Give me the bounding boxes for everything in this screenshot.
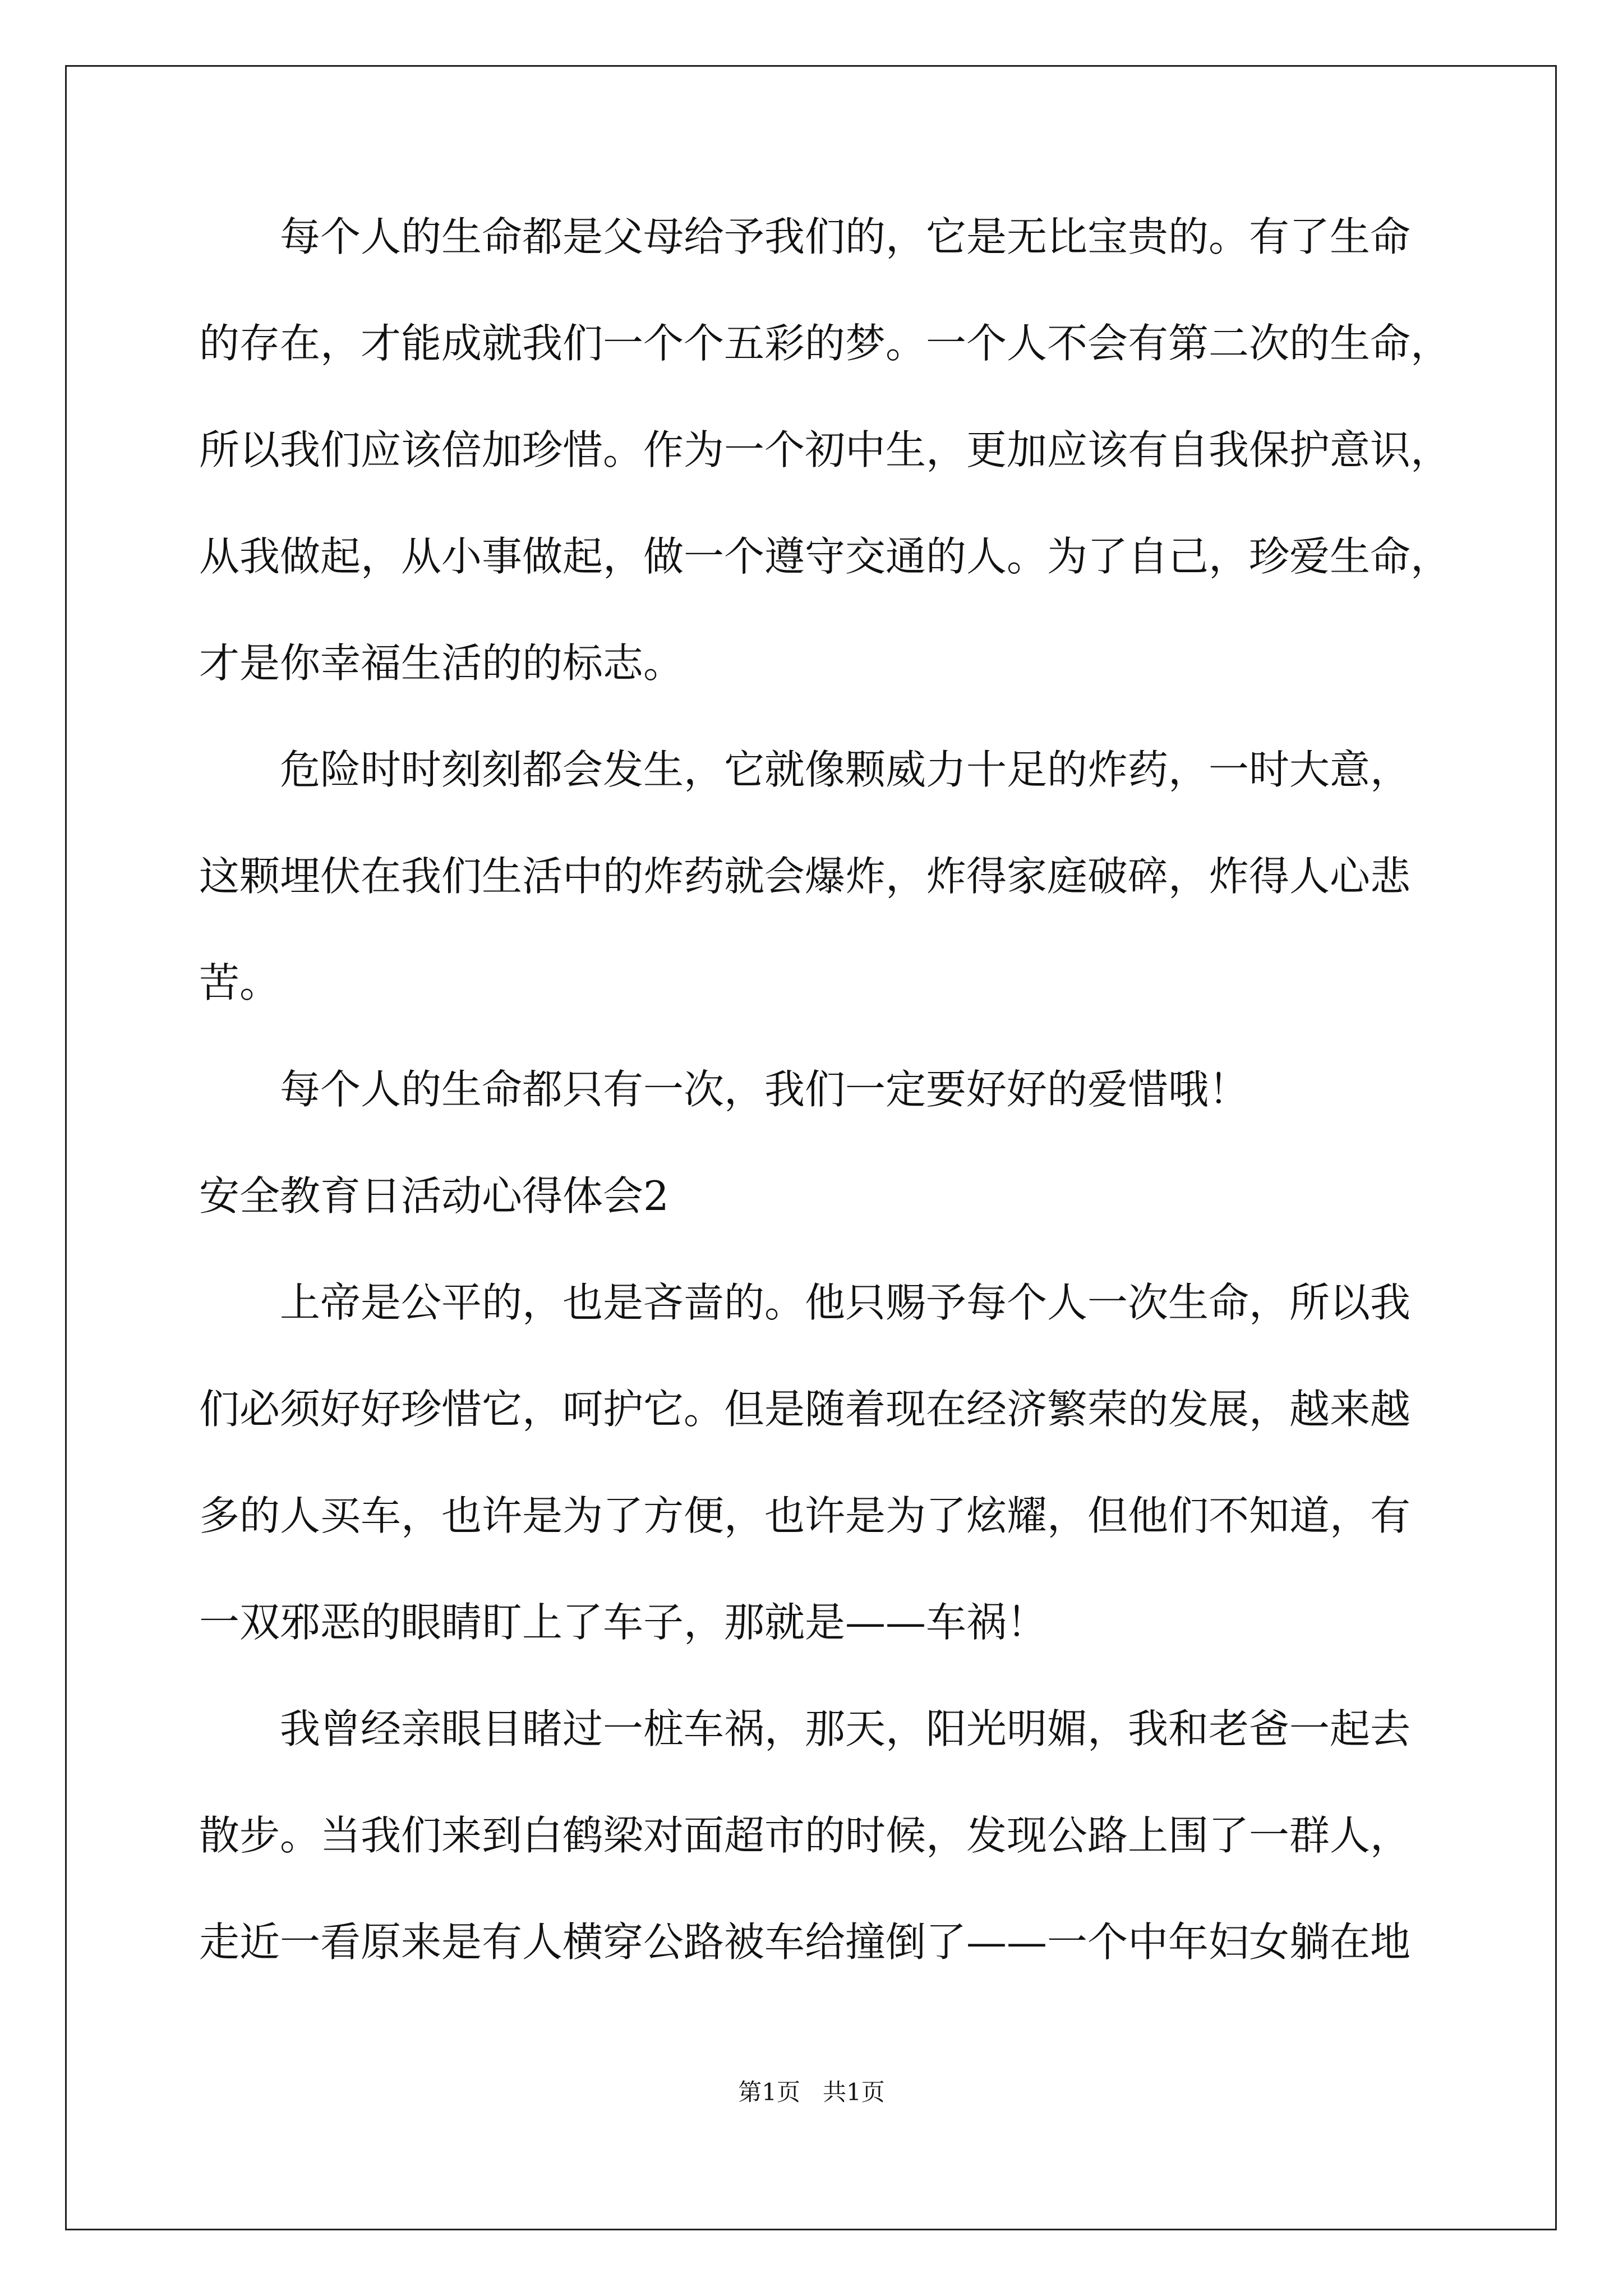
text-line: 这颗埋伏在我们生活中的炸药就会爆炸，炸得家庭破碎，炸得人心悲 [199, 853, 1411, 900]
text-line: 苦。 [199, 959, 280, 1006]
section-heading: 安全教育日活动心得体会2 [199, 1172, 669, 1220]
text-line: 多的人买车，也许是为了方便，也许是为了炫耀，但他们不知道，有 [199, 1492, 1411, 1539]
text-line: 一双邪恶的眼睛盯上了车子，那就是——车祸！ [199, 1599, 1048, 1646]
page-frame [65, 65, 1557, 2230]
text-line: 我曾经亲眼目睹过一桩车祸，那天，阳光明媚，我和老爸一起去 [280, 1705, 1411, 1752]
text-line: 才是你幸福生活的的标志。 [199, 639, 684, 687]
text-line: 们必须好好珍惜它，呵护它。但是随着现在经济繁荣的发展，越来越 [199, 1386, 1411, 1433]
text-line: 每个人的生命都是父母给予我们的，它是无比宝贵的。有了生命 [280, 213, 1411, 260]
text-line: 散步。当我们来到白鹤梁对面超市的时候，发现公路上围了一群人， [199, 1812, 1411, 1859]
text-line: 每个人的生命都只有一次，我们一定要好好的爱惜哦！ [280, 1066, 1249, 1113]
text-line: 所以我们应该倍加珍惜。作为一个初中生，更加应该有自我保护意识， [199, 426, 1451, 473]
text-line: 走近一看原来是有人横穿公路被车给撞倒了——一个中年妇女躺在地 [199, 1918, 1411, 1966]
page-footer [0, 2076, 1623, 2109]
page-total: 共1页 [823, 2078, 885, 2106]
text-line: 危险时时刻刻都会发生，它就像颗威力十足的炸药，一时大意， [280, 746, 1411, 793]
page-number: 第1页 [738, 2078, 800, 2106]
text-line: 从我做起，从小事做起，做一个遵守交通的人。为了自己，珍爱生命， [199, 533, 1451, 580]
text-line: 的存在，才能成就我们一个个五彩的梦。一个人不会有第二次的生命， [199, 320, 1451, 367]
text-line: 上帝是公平的，也是吝啬的。他只赐予每个人一次生命，所以我 [280, 1279, 1411, 1326]
